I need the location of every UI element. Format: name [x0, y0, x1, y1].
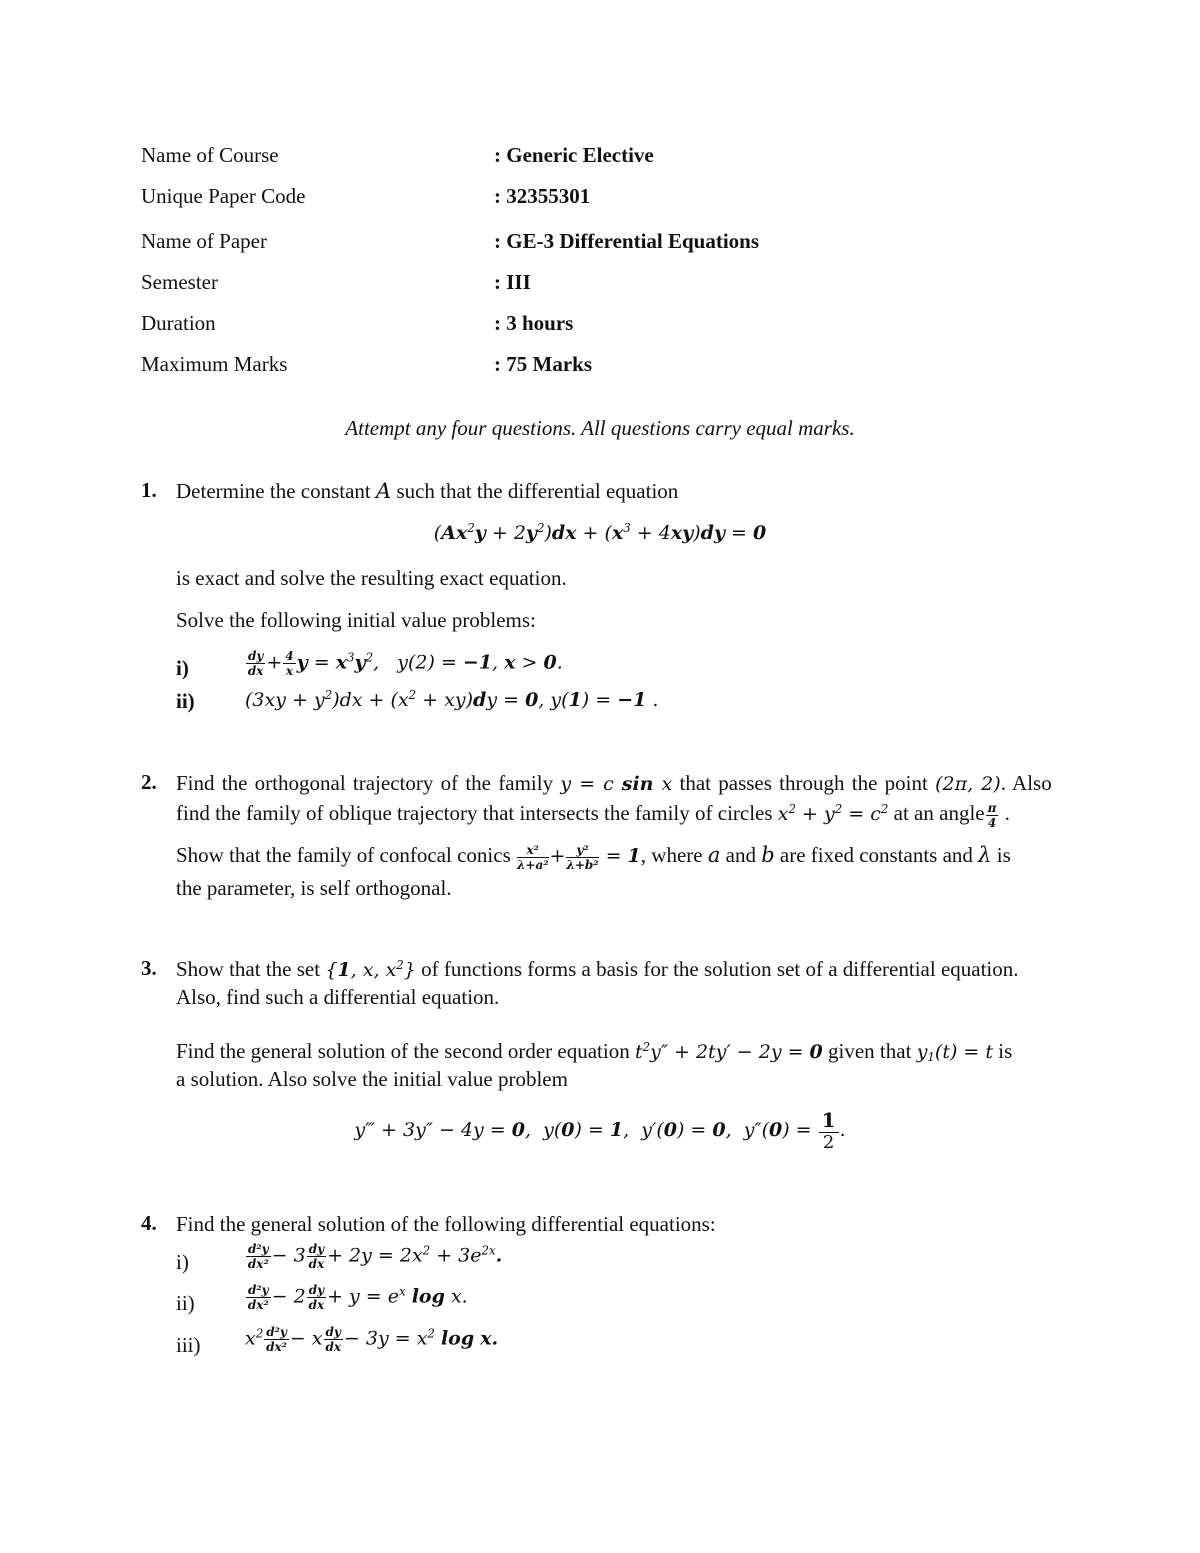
question-3-line-2: Also, find such a differential equation. [176, 985, 500, 1009]
question-number: 4. [141, 1211, 157, 1235]
question-number: 1. [141, 478, 157, 502]
instructions: Attempt any four questions. All questions carry equal marks. [345, 416, 855, 440]
question-3-line-4: a solution. Also solve the initial value problem [176, 1067, 568, 1091]
header-label-course: Name of Course [141, 143, 279, 167]
question-2-line-3: Show that the family of confocal conics $\frac{\text{x²}}{\text{λ+a²}}$ + $\frac{\text{y²}}{\text{λ+b²}}$ = 1, where a and b are fixed constants and λ is [176, 842, 1011, 872]
header-value-semester: : III [494, 270, 531, 294]
question-1-line-2: is exact and solve the resulting exact equation. [176, 566, 567, 590]
ivp-third-order: y‴ + 3y″ − 4y = 0, y(0) = 1, y′(0) = 0, y″(0) = $\frac{1}{2}$ . [354, 1108, 846, 1153]
item-label: i) [176, 1250, 189, 1274]
item-label: ii) [176, 1291, 195, 1315]
header-value-code: : 32355301 [494, 184, 591, 208]
de-2-equation: $\frac{\text{d²y}}{\text{dx²}}$ − 2 $\frac{dy}{dx}$ + $y = e^x$ log x. [247, 1283, 468, 1312]
exact-equation: $(Ax^2y + 2y^2)dx + (x^3 + 4xy)dy = 0$ [433, 520, 767, 544]
header-value-course: : Generic Elective [494, 143, 654, 167]
de-1-equation: $\frac{\text{d²y}}{\text{dx²}}$ − 3 $\frac{dy}{dx}$ + $2y = 2x^2 + 3e^{2x}$. [247, 1242, 503, 1271]
question-2-line-2: find the family of oblique trajectory that intersects the family of circles $x^2 + y^2 = c^2$ at an angle $\frac{\pi}{4}$ . [176, 800, 1010, 830]
de-3-equation: $x^2$ $\frac{\text{d²y}}{\text{dx²}}$ − x $\frac{dy}{dx}$ − $3y = x^2$ log x. [245, 1325, 499, 1354]
question-4-line-1: Find the general solution of the following differential equations: [176, 1212, 716, 1236]
header-value-duration: : 3 hours [494, 311, 574, 335]
header-label-marks: Maximum Marks [141, 352, 288, 376]
question-3-line-1: Show that the set {1, x, $x^2$} of functions forms a basis for the solution set of a differential equation. [176, 957, 1019, 981]
header-label-semester: Semester [141, 270, 218, 294]
question-3-line-3: Find the general solution of the second order equation $t^2y'' + 2ty' - 2y = 0$ given that $y_1(t) = t$ is [176, 1039, 1013, 1064]
question-2-line-4: the parameter, is self orthogonal. [176, 876, 452, 900]
item-label: ii) [176, 689, 195, 713]
question-2-line-1: Find the orthogonal trajectory of the family y = c sin x that passes through the point (2π, 2). Also [176, 771, 1052, 795]
question-number: 3. [141, 956, 157, 980]
item-label: i) [176, 656, 189, 680]
ivp-1-equation: $\frac{dy}{dx}$ + $\frac{4}{x}$ $y = x^3y^2$, y(2) = −1, x > 0. [247, 649, 563, 678]
header-value-paper: : GE-3 Differential Equations [494, 229, 760, 253]
header-label-paper: Name of Paper [141, 229, 267, 253]
question-1-line-3: Solve the following initial value problems: [176, 608, 536, 632]
header-value-marks: : 75 Marks [494, 352, 592, 376]
ivp-2-equation: $(3xy + y^2)dx + (x^2 + xy)dy = 0$, y(1) = −1 . [245, 687, 659, 711]
header-label-code: Unique Paper Code [141, 184, 306, 208]
header-label-duration: Duration [141, 311, 216, 335]
question-1-line-1: Determine the constant A such that the differential equation [176, 479, 679, 503]
item-label: iii) [176, 1333, 201, 1357]
question-number: 2. [141, 770, 157, 794]
